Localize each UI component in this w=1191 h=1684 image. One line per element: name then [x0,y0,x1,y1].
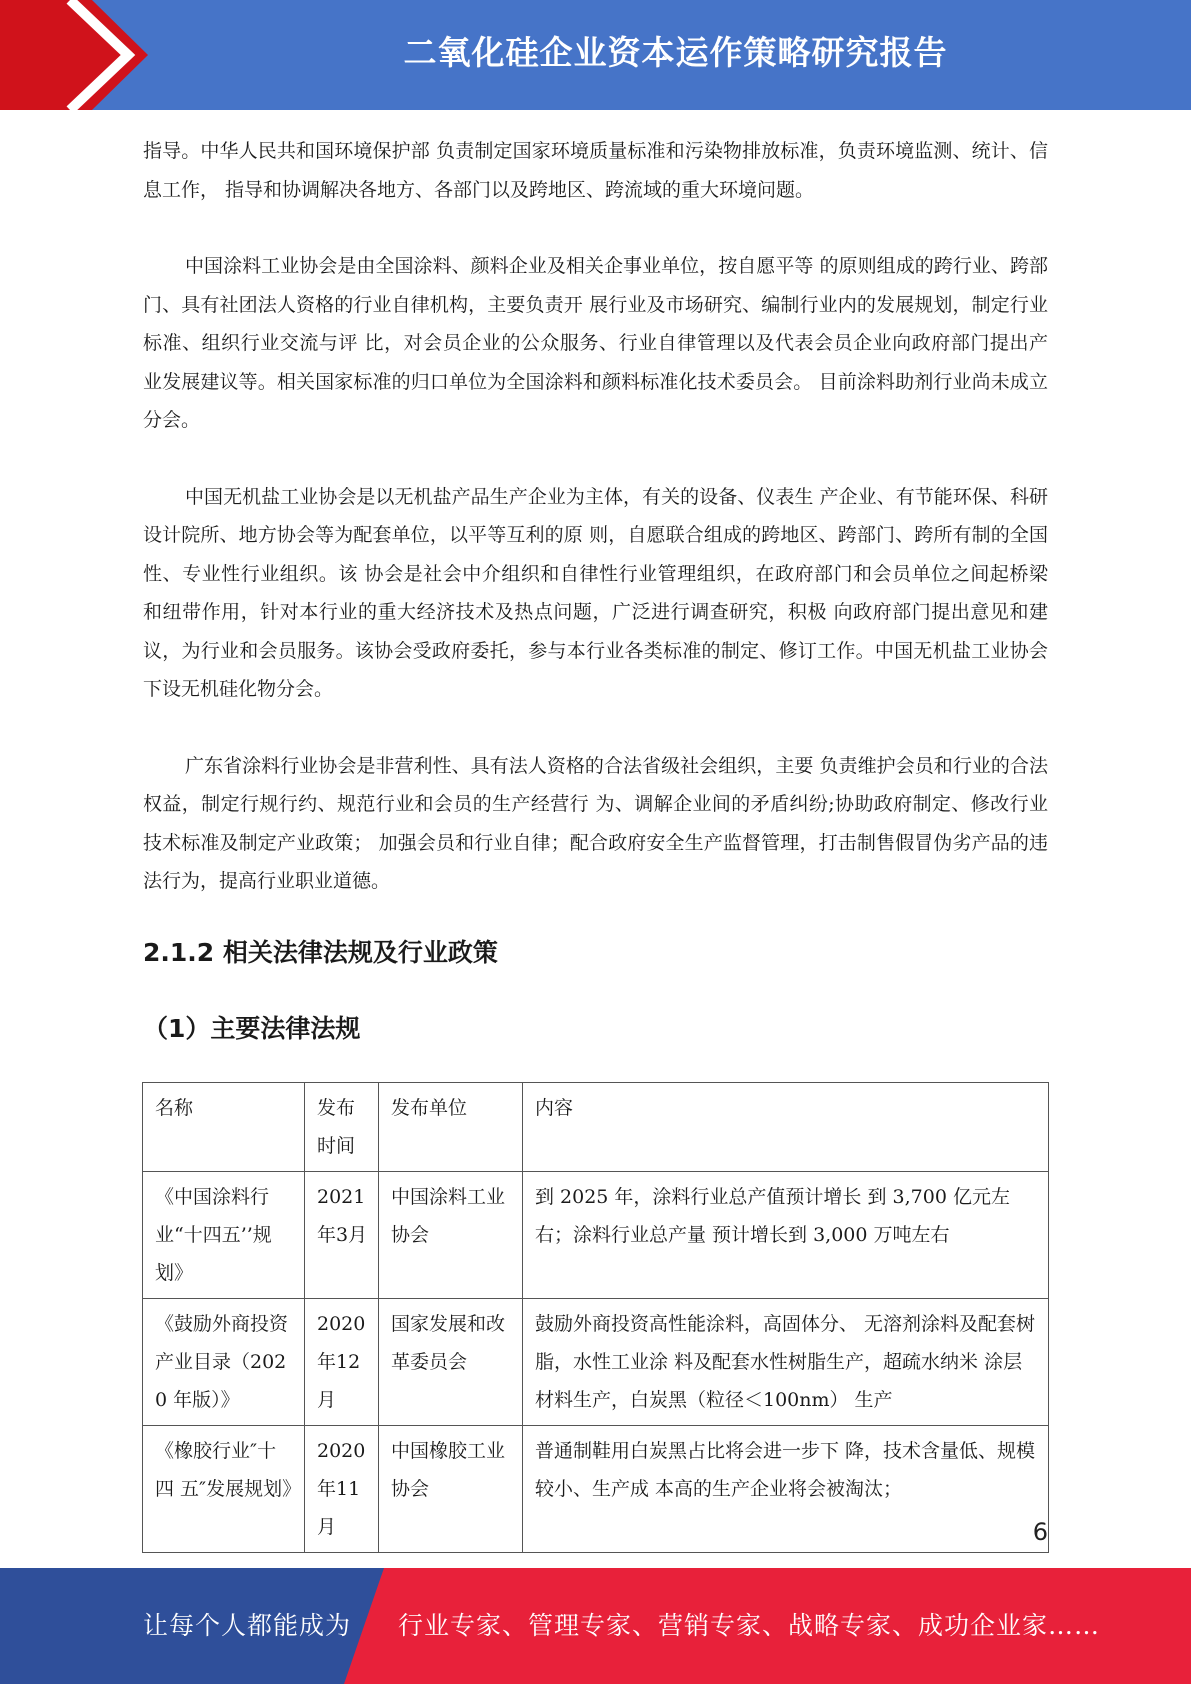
cell-content: 普通制鞋用白炭黑占比将会进一步下 降，技术含量低、规模较小、生产成 本高的生产企业将会被淘汰； [523,1426,1049,1553]
cell-name: 《橡胶行业″十四 五″发展规划》 [143,1426,305,1553]
header-cell-name: 名称 [143,1083,305,1172]
footer-slogan-left: 让每个人都能成为 [143,1611,352,1640]
paragraph-environment: 指导。中华人民共和国环境保护部 负责制定国家环境质量标准和污染物排放标准，负责环境监测、统计、信息工作， 指导和协调解决各地方、各部门以及跨地区、跨流域的重大环境问题。 [143,140,1048,201]
laws-table [142,1082,1049,1553]
paragraph-inorganic-salt-association: 中国无机盐工业协会是以无机盐产品生产企业为主体，有关的设备、仪表生 产企业、有节能环保、科研设计院所、地方协会等为配套单位，以平等互利的原 则，自愿联合组成的跨地区、跨部门、跨所有制的全国性、专业性行业组织。该 协会是社会中介组织和自律性行业管理组织，在政府部门和会员单位之间起桥梁 和纽带作用，针对本行业的重大经济技术及热点问题，广泛进行调查研究，积极 向政府部门提出意见和建议，为行业和会员服务。该协会受政府委托，参与本行业各类标准的制定、修订工作。中国无机盐工业协会下设无机硅化物分会。 [143,485,1048,700]
cell-name: 《鼓励外商投资 产业目录（2020 年版）》 [143,1299,305,1426]
cell-issuer: 中国涂料工业 协会 [379,1172,523,1299]
header-cell-date: 发布时间 [305,1083,379,1172]
laws-table-container [142,1082,1048,1538]
cell-content: 鼓励外商投资高性能涂料，高固体分、 无溶剂涂料及配套树脂，水性工业涂 料及配套水性树脂生产，超疏水纳米 涂层材料生产，白炭黑（粒径＜100nm） 生产 [523,1299,1049,1426]
sub-heading: （1）主要法律法规 [143,1013,361,1043]
report-title: 二氧化硅企业资本运作策略研究报告 [403,33,948,72]
cell-issuer: 国家发展和改 革委员会 [379,1299,523,1426]
red-chevron-decoration [0,0,160,110]
paragraph-coatings-association: 中国涂料工业协会是由全国涂料、颜料企业及相关企事业单位，按自愿平等 的原则组成的跨行业、跨部门、具有社团法人资格的行业自律机构，主要负责开 展行业及市场研究、编制行业内的发展规划，制定行业标准、组织行业交流与评 比，对会员企业的公众服务、行业自律管理以及代表会员企业向政府部门提出产 业发展建议等。相关国家标准的归口单位为全国涂料和颜料标准化技术委员会。 目前涂料助剂行业尚未成立分会。 [143,255,1048,431]
section-heading: 2.1.2 相关法律法规及行业政策 [143,937,498,967]
paragraph-guangdong-association: 广东省涂料行业协会是非营利性、具有法人资格的合法省级社会组织，主要 负责维护会员和行业的合法权益，制定行规行约、规范行业和会员的生产经营行 为、调解企业间的矛盾纠纷;协助政府制定、修改行业技术标准及制定产业政策； 加强会员和行业自律；配合政府安全生产监督管理，打击制售假冒伪劣产品的违 法行为，提高行业职业道德。 [143,754,1048,892]
header-banner [0,0,1191,110]
table-row [143,1299,1049,1426]
cell-name: 《中国涂料行业“十四五’’规划》 [143,1172,305,1299]
footer-slogan-right: 行业专家、管理专家、营销专家、战略专家、成功企业家…… [398,1611,1101,1640]
table-row [143,1172,1049,1299]
cell-date: 2020年11月 [305,1426,379,1553]
table-header-row [143,1083,1049,1172]
cell-date: 2021年3月 [305,1172,379,1299]
cell-date: 2020年12月 [305,1299,379,1426]
table-row [143,1426,1049,1553]
page-content [143,132,1048,1049]
cell-content: 到 2025 年，涂料行业总产值预计增长 到 3,700 亿元左右；涂料行业总产量 预计增长到 3,000 万吨左右 [523,1172,1049,1299]
footer-banner [0,1568,1191,1684]
header-cell-issuer: 发布单位 [379,1083,523,1172]
cell-issuer: 中国橡胶工业 协会 [379,1426,523,1553]
page-number: 6 [1032,1518,1048,1546]
header-cell-content: 内容 [523,1083,1049,1172]
